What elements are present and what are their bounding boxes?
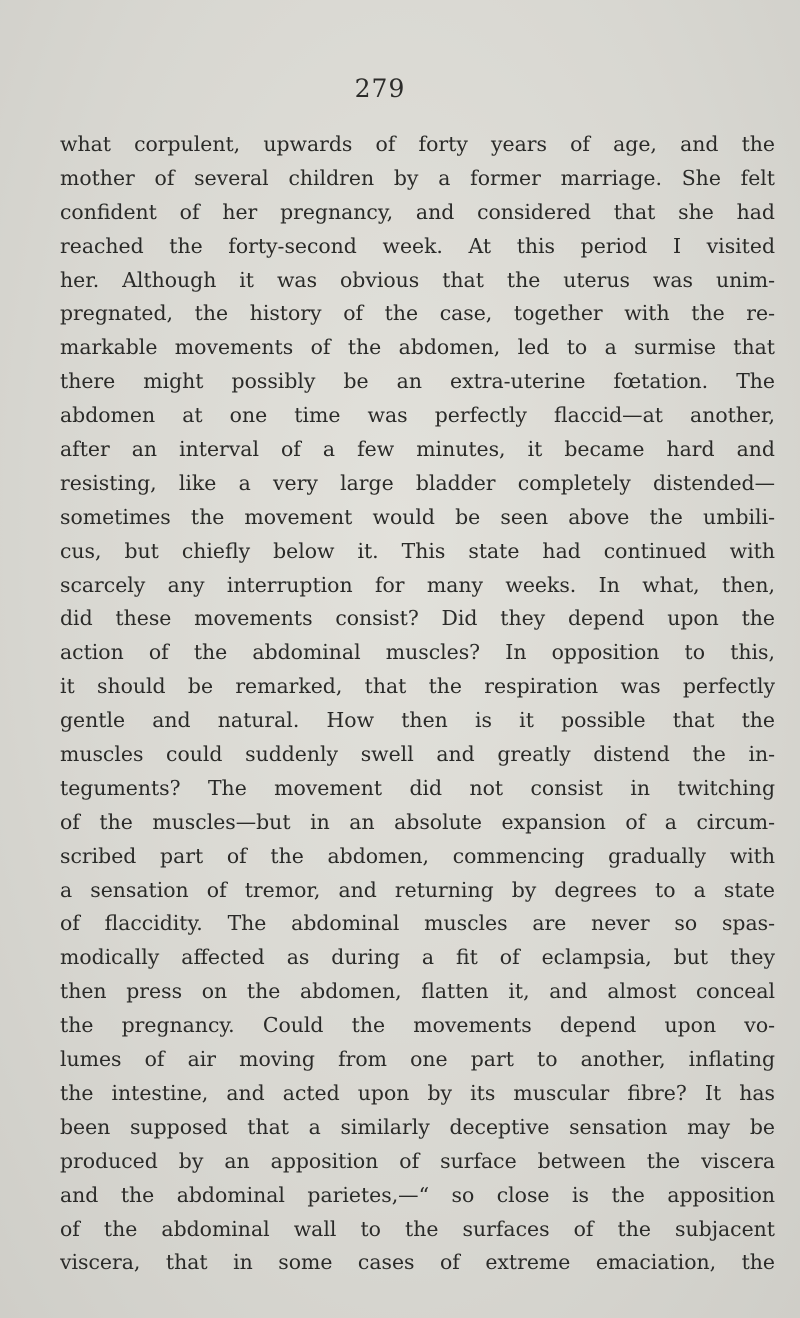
text-line: of the abdominal wall to the surfaces of the subjacent	[60, 1216, 775, 1241]
text-line: modically affected as during a fit of eclampsia, but they	[60, 945, 775, 970]
text-line: pregnated, the history of the case, together with the re-	[60, 301, 775, 326]
text-line: her. Although it was obvious that the uterus was unim-	[60, 267, 775, 292]
text-line: gentle and natural. How then is it possible that the	[60, 708, 775, 733]
text-line: of the muscles—but in an absolute expansion of a circum-	[60, 809, 775, 834]
text-line: of flaccidity. The abdominal muscles are never so spas-	[60, 911, 775, 936]
text-line: produced by an apposition of surface between the viscera	[60, 1148, 775, 1173]
text-line: lumes of air moving from one part to another, inflating	[60, 1047, 775, 1072]
text-line: sometimes the movement would be seen above the umbili-	[60, 504, 775, 529]
text-line: muscles could suddenly swell and greatly distend the in-	[60, 742, 775, 767]
text-line: did these movements consist? Did they depend upon the	[60, 606, 775, 631]
text-line: resisting, like a very large bladder completely distended—	[60, 470, 775, 495]
text-line: and the abdominal parietes,—“ so close is the apposition	[60, 1182, 775, 1207]
text-line: it should be remarked, that the respiration was perfectly	[60, 674, 775, 699]
text-line: abdomen at one time was perfectly flaccid—at another,	[60, 403, 775, 428]
text-line: scribed part of the abdomen, commencing gradually with	[60, 843, 775, 868]
text-line: action of the abdominal muscles? In opposition to this,	[60, 640, 775, 665]
body-text	[60, 128, 775, 1280]
text-line: then press on the abdomen, flatten it, and almost conceal	[60, 979, 775, 1004]
text-line: teguments? The movement did not consist in twitching	[60, 775, 775, 800]
text-line: mother of several children by a former marriage. She felt	[60, 165, 775, 190]
text-line: the pregnancy. Could the movements depend upon vo-	[60, 1013, 775, 1038]
text-line: scarcely any interruption for many weeks. In what, then,	[60, 572, 775, 597]
text-line: viscera, that in some cases of extreme emaciation, the	[60, 1250, 775, 1275]
text-line: what corpulent, upwards of forty years of age, and the	[60, 132, 775, 156]
text-line: been supposed that a similarly deceptive sensation may be	[60, 1114, 775, 1139]
text-line: markable movements of the abdomen, led to a surmise that	[60, 335, 775, 360]
page-number: 279	[354, 74, 406, 103]
text-line: the intestine, and acted upon by its muscular fibre? It has	[60, 1080, 775, 1105]
text-line: there might possibly be an extra-uterine fœtation. The	[60, 369, 775, 394]
text-line: a sensation of tremor, and returning by degrees to a state	[60, 877, 775, 902]
text-line: confident of her pregnancy, and considered that she had	[60, 199, 775, 224]
text-line: after an interval of a few minutes, it became hard and	[60, 437, 775, 462]
text-line: reached the forty-second week. At this period I visited	[60, 233, 775, 258]
text-line: cus, but chiefly below it. This state had continued with	[60, 538, 775, 563]
